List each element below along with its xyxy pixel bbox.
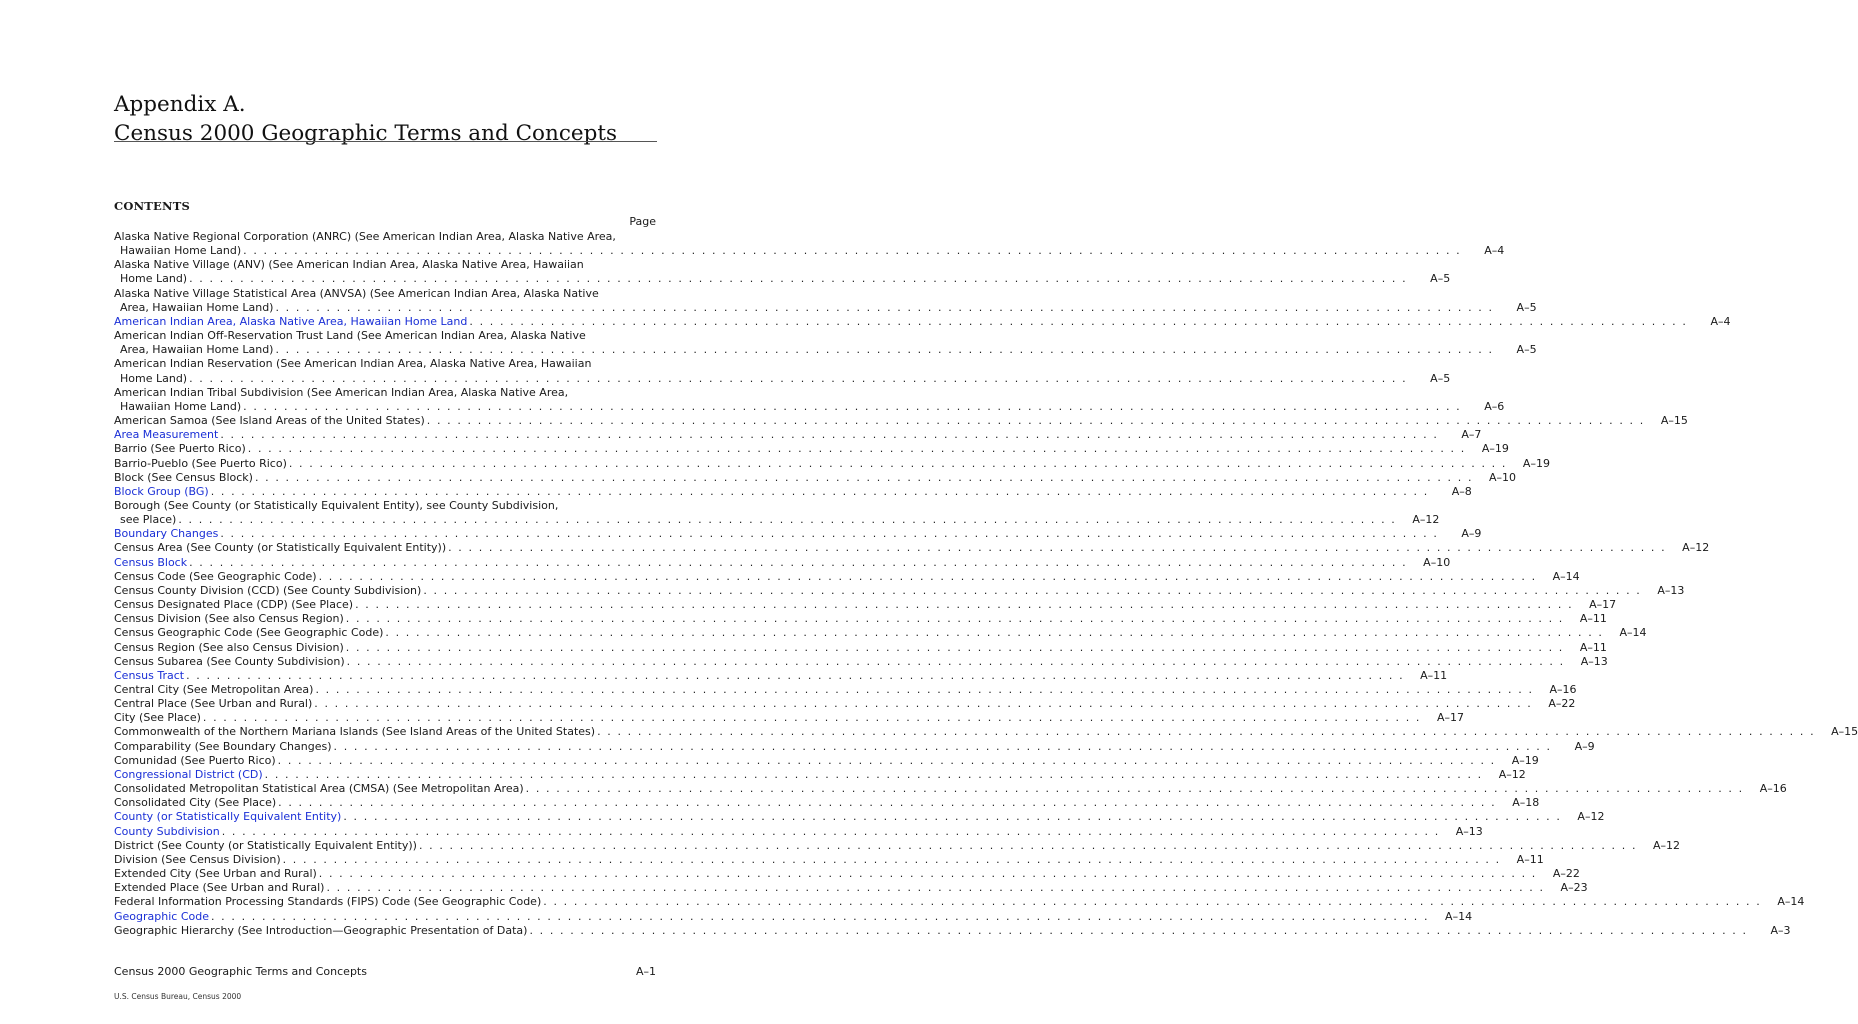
- toc-entry: [114, 612, 1607, 626]
- toc-page-ref: A–8: [1451, 484, 1472, 498]
- toc-page-ref: A–12: [1498, 767, 1526, 781]
- toc-entry-text-line1: Borough (See County (or Statistically Equivalent Entity), see County Subdivision,: [114, 498, 559, 512]
- toc-entry-text: Extended Place (See Urban and Rural): [114, 881, 325, 895]
- dot-leader: . . . . . . . . . . . . . . . . . . . . . . . . . . . . . . . . . . . . . . . . . . . . . . . . . . . . . . . . . . . . . . . . . . . . . . . . . . . . . . . . . . . . . . . . . . . . . . . . . . . . . . . . . . . . . . . . . . . . . . . .: [355, 598, 1574, 612]
- toc-entry-text: American Samoa (See Island Areas of the United States): [114, 414, 425, 428]
- toc-entry-text: Area, Hawaiian Home Land): [120, 300, 274, 314]
- toc-entry-text: Federal Information Processing Standards (FIPS) Code (See Geographic Code): [114, 895, 542, 909]
- dot-leader: . . . . . . . . . . . . . . . . . . . . . . . . . . . . . . . . . . . . . . . . . . . . . . . . . . . . . . . . . . . . . . . . . . . . . . . . . . . . . . . . . . . . . . . . . . . . . . . . . . . . . . . . . . . . . . . . . . . . . . . .: [189, 371, 1408, 385]
- toc-entry-text-line1: Alaska Native Regional Corporation (ANRC) (See American Indian Area, Alaska Native Area,: [114, 230, 616, 243]
- dot-leader: . . . . . . . . . . . . . . . . . . . . . . . . . . . . . . . . . . . . . . . . . . . . . . . . . . . . . . . . . . . . . . . . . . . . . . . . . . . . . . . . . . . . . . . . . . . . . . . . . . . . . . . . . . . . . . . . . . . . . . . .: [346, 654, 1565, 668]
- dot-leader: . . . . . . . . . . . . . . . . . . . . . . . . . . . . . . . . . . . . . . . . . . . . . . . . . . . . . . . . . . . . . . . . . . . . . . . . . . . . . . . . . . . . . . . . . . . . . . . . . . . . . . . . . . . . . . . . . . . . . . . .: [345, 612, 1564, 626]
- dot-leader: . . . . . . . . . . . . . . . . . . . . . . . . . . . . . . . . . . . . . . . . . . . . . . . . . . . . . . . . . . . . . . . . . . . . . . . . . . . . . . . . . . . . . . . . . . . . . . . . . . . . . . . . . . . . . . . . . . . . . . . .: [178, 513, 1397, 527]
- toc-entry-text: Central City (See Metropolitan Area): [114, 683, 314, 696]
- toc-page-ref: A–16: [1759, 782, 1787, 796]
- toc-entry-text: County Subdivision: [114, 824, 220, 838]
- dot-leader: . . . . . . . . . . . . . . . . . . . . . . . . . . . . . . . . . . . . . . . . . . . . . . . . . . . . . . . . . . . . . . . . . . . . . . . . . . . . . . . . . . . . . . . . . . . . . . . . . . . . . . . . . . . . . . . . . . . . . . . .: [189, 272, 1408, 286]
- toc-entry-text: see Place): [120, 513, 177, 527]
- toc-entry-text: Census Geographic Code (See Geographic Code): [114, 626, 384, 640]
- toc-entry: [114, 329, 1537, 357]
- toc-entry-link[interactable]: [114, 810, 1605, 824]
- toc-entry-text: Census County Division (CCD) (See County Subdivision): [114, 583, 422, 597]
- footer-page-number: A–1: [635, 965, 656, 978]
- toc-page-ref: A–13: [1657, 583, 1685, 597]
- toc-page-ref: A–19: [1481, 442, 1509, 456]
- toc-page-ref: A–14: [1552, 569, 1580, 583]
- dot-leader: . . . . . . . . . . . . . . . . . . . . . . . . . . . . . . . . . . . . . . . . . . . . . . . . . . . . . . . . . . . . . . . . . . . . . . . . . . . . . . . . . . . . . . . . . . . . . . . . . . . . . . . . . . . . . . . . . . . . . . . .: [220, 527, 1439, 541]
- toc-entry: [114, 583, 1685, 598]
- title-rule: [114, 141, 657, 142]
- footer-running-title: Census 2000 Geographic Terms and Concepts: [114, 965, 367, 978]
- dot-leader: . . . . . . . . . . . . . . . . . . . . . . . . . . . . . . . . . . . . . . . . . . . . . . . . . . . . . . . . . . . . . . . . . . . . . . . . . . . . . . . . . . . . . . . . . . . . . . . . . . . . . . . . . . . . . . . . . . . . . . . .: [426, 414, 1645, 428]
- dot-leader: . . . . . . . . . . . . . . . . . . . . . . . . . . . . . . . . . . . . . . . . . . . . . . . . . . . . . . . . . . . . . . . . . . . . . . . . . . . . . . . . . . . . . . . . . . . . . . . . . . . . . . . . . . . . . . . . . . . . . . . .: [278, 796, 1497, 810]
- document-title: [114, 90, 617, 148]
- toc-page-ref: A–19: [1511, 753, 1539, 767]
- toc-entry: [114, 725, 1858, 739]
- dot-leader: . . . . . . . . . . . . . . . . . . . . . . . . . . . . . . . . . . . . . . . . . . . . . . . . . . . . . . . . . . . . . . . . . . . . . . . . . . . . . . . . . . . . . . . . . . . . . . . . . . . . . . . . . . . . . . . . . . . . . . . .: [243, 244, 1462, 258]
- toc-page-ref: A–17: [1436, 711, 1464, 725]
- toc-entry: [114, 711, 1464, 725]
- toc-entry-text: District (See County (or Statistically Equivalent Entity)): [114, 838, 417, 852]
- toc-entry-text: Block (See Census Block): [114, 470, 253, 484]
- toc-entry: [114, 895, 1805, 909]
- toc-entry: [114, 230, 1505, 258]
- dot-leader: . . . . . . . . . . . . . . . . . . . . . . . . . . . . . . . . . . . . . . . . . . . . . . . . . . . . . . . . . . . . . . . . . . . . . . . . . . . . . . . . . . . . . . . . . . . . . . . . . . . . . . . . . . . . . . . . . . . . . . . .: [543, 895, 1762, 909]
- dot-leader: . . . . . . . . . . . . . . . . . . . . . . . . . . . . . . . . . . . . . . . . . . . . . . . . . . . . . . . . . . . . . . . . . . . . . . . . . . . . . . . . . . . . . . . . . . . . . . . . . . . . . . . . . . . . . . . . . . . . . . . .: [333, 739, 1552, 753]
- toc-entry: [114, 498, 1440, 527]
- toc-entry-link[interactable]: [114, 484, 1472, 499]
- toc-entry-link[interactable]: [114, 314, 1731, 329]
- dot-leader: . . . . . . . . . . . . . . . . . . . . . . . . . . . . . . . . . . . . . . . . . . . . . . . . . . . . . . . . . . . . . . . . . . . . . . . . . . . . . . . . . . . . . . . . . . . . . . . . . . . . . . . . . . . . . . . . . . . . . . . .: [423, 583, 1642, 597]
- dot-leader: . . . . . . . . . . . . . . . . . . . . . . . . . . . . . . . . . . . . . . . . . . . . . . . . . . . . . . . . . . . . . . . . . . . . . . . . . . . . . . . . . . . . . . . . . . . . . . . . . . . . . . . . . . . . . . . . . . . . . . . .: [448, 541, 1667, 555]
- toc-page-ref: A–6: [1484, 399, 1505, 413]
- dot-leader: . . . . . . . . . . . . . . . . . . . . . . . . . . . . . . . . . . . . . . . . . . . . . . . . . . . . . . . . . . . . . . . . . . . . . . . . . . . . . . . . . . . . . . . . . . . . . . . . . . . . . . . . . . . . . . . . . . . . . . . .: [385, 626, 1604, 640]
- dot-leader: . . . . . . . . . . . . . . . . . . . . . . . . . . . . . . . . . . . . . . . . . . . . . . . . . . . . . . . . . . . . . . . . . . . . . . . . . . . . . . . . . . . . . . . . . . . . . . . . . . . . . . . . . . . . . . . . . . . . . . . .: [264, 767, 1483, 781]
- toc-page-ref: A–14: [1619, 626, 1647, 640]
- page-column-label: Page: [629, 215, 656, 228]
- toc-entry-text: Barrio-Pueblo (See Puerto Rico): [114, 456, 287, 470]
- dot-leader: . . . . . . . . . . . . . . . . . . . . . . . . . . . . . . . . . . . . . . . . . . . . . . . . . . . . . . . . . . . . . . . . . . . . . . . . . . . . . . . . . . . . . . . . . . . . . . . . . . . . . . . . . . . . . . . . . . . . . . . .: [597, 725, 1816, 739]
- toc-entry-text: Hawaiian Home Land): [120, 399, 242, 413]
- toc-entry: [114, 385, 1505, 414]
- toc-page-ref: A–11: [1579, 640, 1607, 654]
- toc-entry: [114, 598, 1617, 612]
- toc-page-ref: A–7: [1461, 428, 1482, 442]
- toc-entry-text: Block Group (BG): [114, 484, 209, 498]
- dot-leader: . . . . . . . . . . . . . . . . . . . . . . . . . . . . . . . . . . . . . . . . . . . . . . . . . . . . . . . . . . . . . . . . . . . . . . . . . . . . . . . . . . . . . . . . . . . . . . . . . . . . . . . . . . . . . . . . . . . . . . . .: [288, 456, 1507, 470]
- dot-leader: . . . . . . . . . . . . . . . . . . . . . . . . . . . . . . . . . . . . . . . . . . . . . . . . . . . . . . . . . . . . . . . . . . . . . . . . . . . . . . . . . . . . . . . . . . . . . . . . . . . . . . . . . . . . . . . . . . . . . . . .: [220, 428, 1439, 442]
- toc-entry: [114, 782, 1787, 796]
- toc-page-ref: A–12: [1577, 810, 1605, 824]
- dot-leader: . . . . . . . . . . . . . . . . . . . . . . . . . . . . . . . . . . . . . . . . . . . . . . . . . . . . . . . . . . . . . . . . . . . . . . . . . . . . . . . . . . . . . . . . . . . . . . . . . . . . . . . . . . . . . . . . . . . . . . . .: [202, 711, 1421, 725]
- toc-page-ref: A–12: [1682, 541, 1710, 555]
- toc-entry-text: Census Region (See also Census Division): [114, 640, 344, 654]
- dot-leader: . . . . . . . . . . . . . . . . . . . . . . . . . . . . . . . . . . . . . . . . . . . . . . . . . . . . . . . . . . . . . . . . . . . . . . . . . . . . . . . . . . . . . . . . . . . . . . . . . . . . . . . . . . . . . . . . . . . . . . . .: [210, 484, 1429, 498]
- toc-entry: [114, 697, 1576, 711]
- toc-entry-text: Commonwealth of the Northern Mariana Islands (See Island Areas of the United States): [114, 725, 596, 739]
- toc-entry: [114, 739, 1595, 754]
- dot-leader: . . . . . . . . . . . . . . . . . . . . . . . . . . . . . . . . . . . . . . . . . . . . . . . . . . . . . . . . . . . . . . . . . . . . . . . . . . . . . . . . . . . . . . . . . . . . . . . . . . . . . . . . . . . . . . . . . . . . . . . .: [318, 867, 1537, 881]
- dot-leader: . . . . . . . . . . . . . . . . . . . . . . . . . . . . . . . . . . . . . . . . . . . . . . . . . . . . . . . . . . . . . . . . . . . . . . . . . . . . . . . . . . . . . . . . . . . . . . . . . . . . . . . . . . . . . . . . . . . . . . . .: [275, 343, 1494, 357]
- toc-entry-link[interactable]: [114, 909, 1473, 924]
- dot-leader: . . . . . . . . . . . . . . . . . . . . . . . . . . . . . . . . . . . . . . . . . . . . . . . . . . . . . . . . . . . . . . . . . . . . . . . . . . . . . . . . . . . . . . . . . . . . . . . . . . . . . . . . . . . . . . . . . . . . . . . .: [345, 640, 1564, 654]
- toc-page-ref: A–10: [1489, 470, 1517, 484]
- toc-entry: [114, 456, 1550, 471]
- toc-entry-text: Consolidated City (See Place): [114, 796, 277, 810]
- dot-leader: . . . . . . . . . . . . . . . . . . . . . . . . . . . . . . . . . . . . . . . . . . . . . . . . . . . . . . . . . . . . . . . . . . . . . . . . . . . . . . . . . . . . . . . . . . . . . . . . . . . . . . . . . . . . . . . . . . . . . . . .: [529, 923, 1748, 937]
- toc-page-ref: A–5: [1516, 343, 1537, 357]
- dot-leader: . . . . . . . . . . . . . . . . . . . . . . . . . . . . . . . . . . . . . . . . . . . . . . . . . . . . . . . . . . . . . . . . . . . . . . . . . . . . . . . . . . . . . . . . . . . . . . . . . . . . . . . . . . . . . . . . . . . . . . . .: [343, 810, 1562, 824]
- toc-entry: [114, 852, 1544, 867]
- dot-leader: . . . . . . . . . . . . . . . . . . . . . . . . . . . . . . . . . . . . . . . . . . . . . . . . . . . . . . . . . . . . . . . . . . . . . . . . . . . . . . . . . . . . . . . . . . . . . . . . . . . . . . . . . . . . . . . . . . . . . . . .: [210, 909, 1430, 923]
- dot-leader: . . . . . . . . . . . . . . . . . . . . . . . . . . . . . . . . . . . . . . . . . . . . . . . . . . . . . . . . . . . . . . . . . . . . . . . . . . . . . . . . . . . . . . . . . . . . . . . . . . . . . . . . . . . . . . . . . . . . . . . .: [525, 782, 1744, 796]
- toc-entry: [114, 867, 1580, 881]
- toc-entry: [114, 923, 1791, 938]
- toc-entry: [114, 626, 1647, 640]
- toc-entry-text: Consolidated Metropolitan Statistical Area (CMSA) (See Metropolitan Area): [114, 782, 524, 796]
- toc-page-ref: A–16: [1549, 683, 1577, 696]
- toc-entry-text: Comparability (See Boundary Changes): [114, 739, 332, 753]
- toc-entry: [114, 881, 1588, 895]
- toc-page-ref: A–18: [1512, 796, 1540, 810]
- toc-entry: [114, 838, 1681, 853]
- toc-entry-text: Home Land): [120, 371, 188, 385]
- toc-entry-text: Census Code (See Geographic Code): [114, 569, 317, 583]
- toc-page-ref: A–5: [1516, 300, 1537, 314]
- toc-page-ref: A–12: [1412, 513, 1440, 527]
- toc-entry-text-line1: American Indian Reservation (See American Indian Area, Alaska Native Area, Hawaiian: [114, 357, 592, 371]
- toc-page-ref: A–14: [1777, 895, 1805, 909]
- toc-page-ref: A–9: [1461, 527, 1482, 541]
- toc-entry-text: American Indian Area, Alaska Native Area, Hawaiian Home Land: [114, 314, 468, 328]
- toc-entry-text: Census Division (See also Census Region): [114, 612, 344, 626]
- toc-page-ref: A–5: [1430, 272, 1451, 286]
- dot-leader: . . . . . . . . . . . . . . . . . . . . . . . . . . . . . . . . . . . . . . . . . . . . . . . . . . . . . . . . . . . . . . . . . . . . . . . . . . . . . . . . . . . . . . . . . . . . . . . . . . . . . . . . . . . . . . . . . . . . . . . .: [326, 881, 1545, 895]
- toc-entry-text: Barrio (See Puerto Rico): [114, 442, 246, 456]
- dot-leader: . . . . . . . . . . . . . . . . . . . . . . . . . . . . . . . . . . . . . . . . . . . . . . . . . . . . . . . . . . . . . . . . . . . . . . . . . . . . . . . . . . . . . . . . . . . . . . . . . . . . . . . . . . . . . . . . . . . . . . . .: [277, 753, 1496, 767]
- toc-page-ref: A–22: [1552, 867, 1580, 881]
- toc-page-ref: A–13: [1580, 654, 1608, 668]
- toc-page-ref: A–4: [1484, 244, 1505, 258]
- toc-entry-link[interactable]: [114, 527, 1482, 541]
- dot-leader: . . . . . . . . . . . . . . . . . . . . . . . . . . . . . . . . . . . . . . . . . . . . . . . . . . . . . . . . . . . . . . . . . . . . . . . . . . . . . . . . . . . . . . . . . . . . . . . . . . . . . . . . . . . . . . . . . . . . . . . .: [186, 668, 1405, 682]
- contents-heading: CONTENTS: [114, 199, 190, 213]
- footer-source: U.S. Census Bureau, Census 2000: [114, 992, 242, 1001]
- toc-entry-text: Census Subarea (See County Subdivision): [114, 654, 345, 668]
- toc-entry-text: Census Designated Place (CDP) (See Place): [114, 598, 354, 612]
- title-line-1: Appendix A.: [114, 92, 246, 117]
- toc-page-ref: A–17: [1589, 598, 1617, 612]
- toc-entry-text: Boundary Changes: [114, 527, 219, 541]
- dot-leader: . . . . . . . . . . . . . . . . . . . . . . . . . . . . . . . . . . . . . . . . . . . . . . . . . . . . . . . . . . . . . . . . . . . . . . . . . . . . . . . . . . . . . . . . . . . . . . . . . . . . . . . . . . . . . . . . . . . . . . . .: [315, 683, 1534, 696]
- dot-leader: . . . . . . . . . . . . . . . . . . . . . . . . . . . . . . . . . . . . . . . . . . . . . . . . . . . . . . . . . . . . . . . . . . . . . . . . . . . . . . . . . . . . . . . . . . . . . . . . . . . . . . . . . . . . . . . . . . . . . . . .: [418, 838, 1638, 852]
- toc-entry: [114, 541, 1710, 555]
- title-line-2: Census 2000 Geographic Terms and Concepts: [114, 121, 618, 146]
- dot-leader: . . . . . . . . . . . . . . . . . . . . . . . . . . . . . . . . . . . . . . . . . . . . . . . . . . . . . . . . . . . . . . . . . . . . . . . . . . . . . . . . . . . . . . . . . . . . . . . . . . . . . . . . . . . . . . . . . . . . . . . .: [314, 697, 1533, 711]
- toc-page-ref: A–3: [1770, 923, 1791, 937]
- toc-entry-link[interactable]: [114, 824, 1483, 839]
- toc-page-ref: A–11: [1579, 612, 1607, 626]
- dot-leader: . . . . . . . . . . . . . . . . . . . . . . . . . . . . . . . . . . . . . . . . . . . . . . . . . . . . . . . . . . . . . . . . . . . . . . . . . . . . . . . . . . . . . . . . . . . . . . . . . . . . . . . . . . . . . . . . . . . . . . . .: [254, 470, 1474, 484]
- toc-entry-text: Area Measurement: [114, 428, 219, 442]
- toc-entry-text: Census Block: [114, 555, 188, 569]
- toc-page-ref: A–15: [1831, 725, 1858, 739]
- toc-entry-link[interactable]: [114, 555, 1451, 570]
- toc-entry: [114, 569, 1580, 584]
- toc-entry-link[interactable]: [114, 668, 1448, 683]
- toc-page-ref: A–5: [1430, 371, 1451, 385]
- toc-entry: [114, 654, 1608, 669]
- toc-entry-text: Hawaiian Home Land): [120, 244, 242, 258]
- toc-entry-text-line1: Alaska Native Village Statistical Area (ANVSA) (See American Indian Area, Alaska Native: [114, 286, 599, 300]
- toc-entry-text: Geographic Code: [114, 909, 209, 923]
- toc-entry-text: Congressional District (CD): [114, 767, 263, 781]
- table-of-contents: [114, 230, 1858, 938]
- toc-entry: [114, 470, 1517, 485]
- dot-leader: . . . . . . . . . . . . . . . . . . . . . . . . . . . . . . . . . . . . . . . . . . . . . . . . . . . . . . . . . . . . . . . . . . . . . . . . . . . . . . . . . . . . . . . . . . . . . . . . . . . . . . . . . . . . . . . . . . . . . . . .: [282, 852, 1501, 866]
- toc-page-ref: A–10: [1423, 555, 1451, 569]
- toc-entry-text: Comunidad (See Puerto Rico): [114, 753, 276, 767]
- toc-page-ref: A–23: [1560, 881, 1588, 895]
- toc-entry: [114, 683, 1577, 697]
- toc-entry-text-line1: American Indian Off-Reservation Trust Land (See American Indian Area, Alaska Native: [114, 329, 586, 343]
- dot-leader: . . . . . . . . . . . . . . . . . . . . . . . . . . . . . . . . . . . . . . . . . . . . . . . . . . . . . . . . . . . . . . . . . . . . . . . . . . . . . . . . . . . . . . . . . . . . . . . . . . . . . . . . . . . . . . . . . . . . . . . .: [243, 399, 1462, 413]
- toc-entry: [114, 753, 1539, 768]
- toc-entry: [114, 286, 1537, 315]
- toc-page-ref: A–19: [1522, 456, 1550, 470]
- toc-page-ref: A–4: [1710, 314, 1731, 328]
- dot-leader: . . . . . . . . . . . . . . . . . . . . . . . . . . . . . . . . . . . . . . . . . . . . . . . . . . . . . . . . . . . . . . . . . . . . . . . . . . . . . . . . . . . . . . . . . . . . . . . . . . . . . . . . . . . . . . . . . . . . . . . .: [469, 314, 1688, 328]
- toc-entry-link[interactable]: [114, 767, 1526, 782]
- toc-entry: [114, 357, 1451, 385]
- toc-entry-text: Area, Hawaiian Home Land): [120, 343, 274, 357]
- toc-page-ref: A–11: [1516, 852, 1544, 866]
- toc-page-ref: A–22: [1548, 697, 1576, 711]
- toc-entry-text: Geographic Hierarchy (See Introduction—Geographic Presentation of Data): [114, 923, 528, 937]
- toc-entry-text: Census Tract: [114, 668, 185, 682]
- dot-leader: . . . . . . . . . . . . . . . . . . . . . . . . . . . . . . . . . . . . . . . . . . . . . . . . . . . . . . . . . . . . . . . . . . . . . . . . . . . . . . . . . . . . . . . . . . . . . . . . . . . . . . . . . . . . . . . . . . . . . . . .: [189, 555, 1408, 569]
- toc-entry-text-line1: American Indian Tribal Subdivision (See American Indian Area, Alaska Native Area,: [114, 385, 569, 399]
- dot-leader: . . . . . . . . . . . . . . . . . . . . . . . . . . . . . . . . . . . . . . . . . . . . . . . . . . . . . . . . . . . . . . . . . . . . . . . . . . . . . . . . . . . . . . . . . . . . . . . . . . . . . . . . . . . . . . . . . . . . . . . .: [275, 300, 1494, 314]
- toc-page-ref: A–14: [1445, 909, 1473, 923]
- dot-leader: . . . . . . . . . . . . . . . . . . . . . . . . . . . . . . . . . . . . . . . . . . . . . . . . . . . . . . . . . . . . . . . . . . . . . . . . . . . . . . . . . . . . . . . . . . . . . . . . . . . . . . . . . . . . . . . . . . . . . . . .: [318, 569, 1537, 583]
- toc-entry-text: Division (See Census Division): [114, 852, 281, 866]
- toc-entry-text: Extended City (See Urban and Rural): [114, 867, 317, 881]
- toc-entry-link[interactable]: [114, 428, 1482, 442]
- toc-entry-text: County (or Statistically Equivalent Entity): [114, 810, 342, 824]
- toc-entry: [114, 640, 1607, 655]
- dot-leader: . . . . . . . . . . . . . . . . . . . . . . . . . . . . . . . . . . . . . . . . . . . . . . . . . . . . . . . . . . . . . . . . . . . . . . . . . . . . . . . . . . . . . . . . . . . . . . . . . . . . . . . . . . . . . . . . . . . . . . . .: [221, 824, 1440, 838]
- toc-page-ref: A–13: [1455, 824, 1483, 838]
- toc-entry: [114, 442, 1509, 456]
- toc-entry-text: Home Land): [120, 272, 188, 286]
- toc-entry: [114, 414, 1688, 428]
- toc-entry-text-line1: Alaska Native Village (ANV) (See American Indian Area, Alaska Native Area, Hawaiian: [114, 258, 584, 272]
- toc-entry-text: Census Area (See County (or Statistically Equivalent Entity)): [114, 541, 447, 555]
- toc-entry: [114, 258, 1451, 286]
- toc-entry-text: City (See Place): [114, 711, 201, 725]
- toc-entry: [114, 796, 1540, 810]
- toc-page-ref: A–11: [1420, 668, 1448, 682]
- toc-page-ref: A–15: [1660, 414, 1688, 428]
- toc-page-ref: A–9: [1574, 739, 1595, 753]
- toc-entry-text: Central Place (See Urban and Rural): [114, 697, 313, 711]
- dot-leader: . . . . . . . . . . . . . . . . . . . . . . . . . . . . . . . . . . . . . . . . . . . . . . . . . . . . . . . . . . . . . . . . . . . . . . . . . . . . . . . . . . . . . . . . . . . . . . . . . . . . . . . . . . . . . . . . . . . . . . . .: [247, 442, 1466, 456]
- toc-page-ref: A–12: [1653, 838, 1681, 852]
